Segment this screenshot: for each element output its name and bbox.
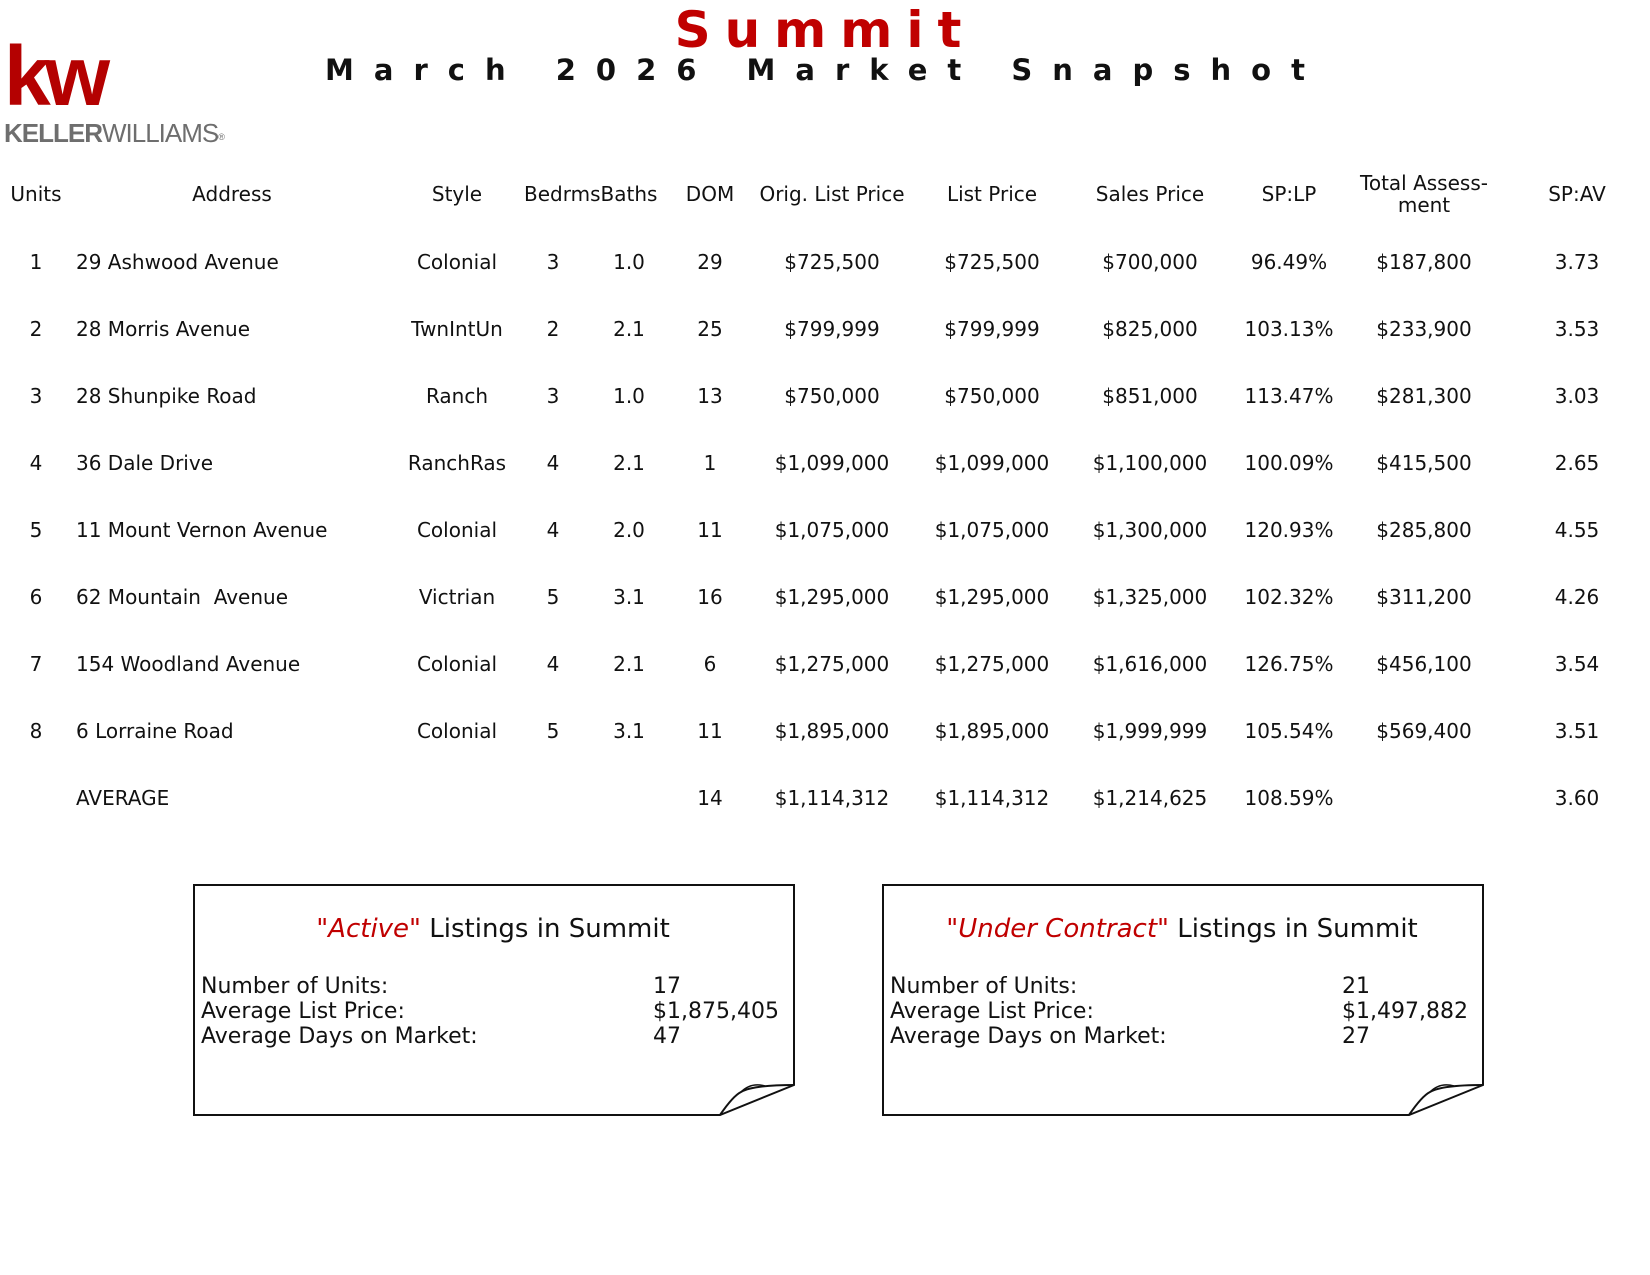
cell-empty — [522, 764, 584, 831]
cell-unit: 3 — [29, 383, 43, 408]
cell-unit: 8 — [29, 718, 43, 743]
cell-sp-av: 3.54 — [1554, 651, 1600, 676]
cell-total-assessment: $187,800 — [1376, 249, 1472, 274]
col-baths: Baths — [600, 182, 658, 206]
cell-style: Colonial — [416, 718, 498, 743]
cell-orig-list-price: $799,999 — [784, 316, 880, 341]
cell-sp-lp: 103.13% — [1244, 316, 1334, 341]
stat-row — [201, 999, 791, 1024]
active-status-label: "Active" — [316, 914, 422, 944]
active-listings-box — [193, 884, 793, 1114]
cell-style: Victrian — [418, 584, 496, 609]
contract-title-suffix: Listings in Summit — [1168, 914, 1418, 944]
col-address: Address — [192, 182, 272, 206]
cell-orig-list-price: $1,099,000 — [774, 450, 890, 475]
cell-baths: 1.0 — [613, 249, 645, 274]
cell-sp-lp: 102.32% — [1244, 584, 1334, 609]
cell-sp-av: 4.26 — [1554, 584, 1600, 609]
cell-baths: 3.1 — [613, 718, 645, 743]
cell-bedrooms: 3 — [546, 383, 560, 408]
cell-address: 36 Dale Drive — [76, 450, 214, 475]
cell-dom: 25 — [697, 316, 723, 341]
col-orig-list-price: Orig. List Price — [759, 182, 905, 206]
cell-sales-price: $1,999,999 — [1092, 718, 1208, 743]
cell-orig-list-price: $1,275,000 — [774, 651, 890, 676]
table-row — [0, 295, 1650, 362]
stat-value: 27 — [1342, 1024, 1370, 1049]
cell-list-price: $1,075,000 — [934, 517, 1050, 542]
logo-wordmark — [4, 118, 225, 152]
col-sp-lp: SP:LP — [1261, 182, 1317, 206]
cell-list-price: $1,295,000 — [934, 584, 1050, 609]
cell-baths: 2.1 — [613, 450, 645, 475]
cell-style: Colonial — [416, 517, 498, 542]
table-row — [0, 563, 1650, 630]
stat-value: 21 — [1342, 974, 1370, 999]
logo-name-bold: KELLER — [4, 118, 102, 148]
cell-total-assessment: $311,200 — [1376, 584, 1472, 609]
active-stats — [201, 974, 791, 1049]
stat-row — [201, 1024, 791, 1049]
cell-dom: 1 — [703, 450, 717, 475]
cell-orig-list-price: $1,075,000 — [774, 517, 890, 542]
cell-empty — [584, 764, 674, 831]
cell-sales-price: $825,000 — [1102, 316, 1198, 341]
cell-sales-price: $851,000 — [1102, 383, 1198, 408]
cell-orig-list-price: $750,000 — [784, 383, 880, 408]
stat-label: Average Days on Market: — [201, 1024, 478, 1049]
table-row — [0, 429, 1650, 496]
cell-list-price: $1,275,000 — [934, 651, 1050, 676]
cell-sp-lp: 126.75% — [1244, 651, 1334, 676]
col-sp-av: SP:AV — [1548, 182, 1606, 206]
cell-baths: 1.0 — [613, 383, 645, 408]
logo-mark: kw — [4, 29, 105, 123]
cell-unit-empty — [0, 764, 72, 831]
cell-total-assessment: $456,100 — [1376, 651, 1472, 676]
cell-address: 62 Mountain Avenue — [76, 584, 289, 609]
stat-label: Average List Price: — [890, 999, 1094, 1024]
col-total-assessment: Total Assess- ment — [1360, 171, 1488, 217]
average-sales-price: $1,214,625 — [1092, 785, 1208, 810]
cell-unit: 2 — [29, 316, 43, 341]
average-row — [0, 764, 1650, 831]
cell-sp-lp: 105.54% — [1244, 718, 1334, 743]
active-box-title — [193, 914, 793, 944]
cell-dom: 16 — [697, 584, 723, 609]
page-title: Summit — [674, 1, 976, 59]
page-subtitle: March 2026 Market Snapshot — [325, 53, 1325, 87]
cell-address: 6 Lorraine Road — [76, 718, 234, 743]
cell-bedrooms: 5 — [546, 718, 560, 743]
stat-row — [890, 1024, 1480, 1049]
cell-baths: 3.1 — [613, 584, 645, 609]
cell-bedrooms: 4 — [546, 651, 560, 676]
contract-box-title — [882, 914, 1482, 944]
cell-empty — [392, 764, 522, 831]
cell-sp-av: 3.73 — [1554, 249, 1600, 274]
cell-sp-av: 3.03 — [1554, 383, 1600, 408]
keller-williams-logo — [4, 29, 244, 150]
stat-row — [890, 974, 1480, 999]
cell-sales-price: $1,616,000 — [1092, 651, 1208, 676]
cell-baths: 2.0 — [613, 517, 645, 542]
cell-sales-price: $1,100,000 — [1092, 450, 1208, 475]
stat-value: $1,875,405 — [653, 999, 779, 1024]
cell-style: TwnIntUn — [411, 316, 503, 341]
cell-dom: 6 — [703, 651, 717, 676]
cell-sp-lp: 100.09% — [1244, 450, 1334, 475]
active-title-suffix: Listings in Summit — [421, 914, 670, 944]
cell-orig-list-price: $1,295,000 — [774, 584, 890, 609]
col-dom: DOM — [685, 182, 735, 206]
cell-unit: 5 — [29, 517, 43, 542]
cell-sp-av: 4.55 — [1554, 517, 1600, 542]
cell-list-price: $799,999 — [944, 316, 1040, 341]
average-dom: 14 — [697, 785, 723, 810]
cell-address: 154 Woodland Avenue — [76, 651, 301, 676]
logo-name-regular: WILLIAMS — [102, 118, 219, 148]
cell-bedrooms: 5 — [546, 584, 560, 609]
average-sp-lp: 108.59% — [1244, 785, 1334, 810]
cell-style: RanchRas — [407, 450, 507, 475]
average-list-price: $1,114,312 — [934, 785, 1050, 810]
contract-stats — [890, 974, 1480, 1049]
cell-sp-av: 2.65 — [1554, 450, 1600, 475]
stat-label: Average Days on Market: — [890, 1024, 1167, 1049]
stat-row — [890, 999, 1480, 1024]
cell-sales-price: $1,325,000 — [1092, 584, 1208, 609]
cell-empty — [1344, 764, 1504, 831]
cell-unit: 4 — [29, 450, 43, 475]
average-label: AVERAGE — [76, 785, 170, 810]
cell-sales-price: $700,000 — [1102, 249, 1198, 274]
cell-dom: 11 — [697, 718, 723, 743]
col-sales-price: Sales Price — [1095, 182, 1205, 206]
cell-total-assessment: $233,900 — [1376, 316, 1472, 341]
under-contract-listings-box — [882, 884, 1482, 1114]
stat-value: 47 — [653, 1024, 681, 1049]
cell-total-assessment: $415,500 — [1376, 450, 1472, 475]
table-row — [0, 697, 1650, 764]
cell-dom: 11 — [697, 517, 723, 542]
table-row — [0, 228, 1650, 295]
sales-table — [0, 160, 1650, 831]
cell-bedrooms: 4 — [546, 450, 560, 475]
col-list-price: List Price — [946, 182, 1038, 206]
cell-style: Colonial — [416, 651, 498, 676]
cell-address: 11 Mount Vernon Avenue — [76, 517, 328, 542]
stat-label: Number of Units: — [201, 974, 389, 999]
col-units: Units — [10, 182, 62, 206]
table-header-row — [0, 160, 1650, 228]
cell-list-price: $1,895,000 — [934, 718, 1050, 743]
cell-sp-lp: 120.93% — [1244, 517, 1334, 542]
cell-sales-price: $1,300,000 — [1092, 517, 1208, 542]
cell-unit: 6 — [29, 584, 43, 609]
average-sp-av: 3.60 — [1554, 785, 1600, 810]
stat-label: Average List Price: — [201, 999, 405, 1024]
cell-address: 28 Shunpike Road — [76, 383, 257, 408]
cell-sp-av: 3.51 — [1554, 718, 1600, 743]
cell-dom: 13 — [697, 383, 723, 408]
cell-unit: 7 — [29, 651, 43, 676]
cell-list-price: $725,500 — [944, 249, 1040, 274]
col-style: Style — [431, 182, 483, 206]
stat-label: Number of Units: — [890, 974, 1078, 999]
cell-address: 29 Ashwood Avenue — [76, 249, 279, 274]
cell-total-assessment: $285,800 — [1376, 517, 1472, 542]
cell-style: Colonial — [416, 249, 498, 274]
contract-status-label: "Under Contract" — [946, 914, 1169, 944]
stat-value: 17 — [653, 974, 681, 999]
logo-registered: ® — [218, 132, 225, 142]
cell-baths: 2.1 — [613, 651, 645, 676]
cell-orig-list-price: $1,895,000 — [774, 718, 890, 743]
cell-bedrooms: 2 — [546, 316, 560, 341]
cell-unit: 1 — [29, 249, 43, 274]
cell-sp-av: 3.53 — [1554, 316, 1600, 341]
cell-total-assessment: $569,400 — [1376, 718, 1472, 743]
cell-baths: 2.1 — [613, 316, 645, 341]
cell-list-price: $750,000 — [944, 383, 1040, 408]
cell-style: Ranch — [425, 383, 489, 408]
col-bedrooms: Bedrms — [524, 182, 601, 206]
cell-total-assessment: $281,300 — [1376, 383, 1472, 408]
cell-bedrooms: 3 — [546, 249, 560, 274]
cell-sp-lp: 96.49% — [1250, 249, 1328, 274]
cell-orig-list-price: $725,500 — [784, 249, 880, 274]
stat-value: $1,497,882 — [1342, 999, 1468, 1024]
table-row — [0, 496, 1650, 563]
table-row — [0, 362, 1650, 429]
cell-dom: 29 — [697, 249, 723, 274]
cell-sp-lp: 113.47% — [1244, 383, 1334, 408]
cell-list-price: $1,099,000 — [934, 450, 1050, 475]
average-orig-list-price: $1,114,312 — [774, 785, 890, 810]
stat-row — [201, 974, 791, 999]
cell-bedrooms: 4 — [546, 517, 560, 542]
table-row — [0, 630, 1650, 697]
cell-address: 28 Morris Avenue — [76, 316, 251, 341]
